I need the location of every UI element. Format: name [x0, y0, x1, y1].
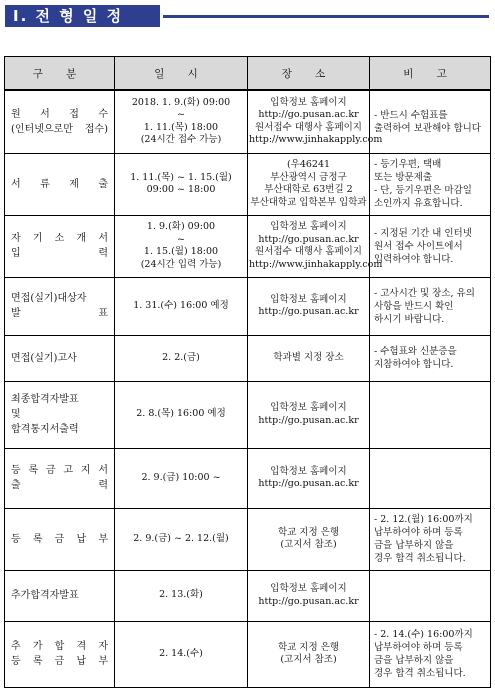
table-row: [5, 215, 491, 277]
header-rule: [163, 15, 489, 18]
header-datetime: 일 시: [115, 57, 248, 91]
row-note: [370, 570, 491, 621]
schedule-table: [4, 56, 491, 688]
table-row: [5, 381, 491, 448]
row-note: - 2. 14.(수) 16:00까지 납부하여야 하며 등록 금을 납부하지 않을 경우 합격 취소됩니다.: [370, 621, 491, 687]
row-datetime: 1. 11.(목) ~ 1. 15.(월) 09:00 ~ 18:00: [115, 153, 248, 215]
header-category: 구 분: [5, 57, 115, 91]
row-place: 입학정보 홈페이지 http://go.pusan.ac.kr: [248, 277, 370, 335]
row-note: - 수험표와 신분증을 지참하여야 합니다.: [370, 335, 491, 381]
table-row: [5, 90, 491, 153]
row-category: 서 류 제 출: [5, 153, 115, 215]
row-place: 학교 지정 은행 (고지서 참조): [248, 621, 370, 687]
row-category: 등 록 금 납 부: [5, 508, 115, 570]
row-place: (우46241 부산광역시 금정구 부산대학로 63번길 2 부산대학교 입학본부 입학과: [248, 153, 370, 215]
section-title: Ⅰ. 전 형 일 정: [5, 5, 160, 27]
row-category: 원 서 접 수 (인터넷으로만 접수): [5, 90, 115, 153]
table-row: [5, 277, 491, 335]
row-category: 최종합격자발표 및 합격통지서출력: [5, 381, 115, 448]
row-category: 자 기 소 개 서 입 력: [5, 215, 115, 277]
row-datetime: 2. 9.(금) ~ 2. 12.(월): [115, 508, 248, 570]
row-note: - 고사시간 및 장소, 유의 사항을 반드시 확인 하시기 바랍니다.: [370, 277, 491, 335]
row-datetime: 2. 14.(수): [115, 621, 248, 687]
row-datetime: 2. 13.(화): [115, 570, 248, 621]
row-note: - 2. 12.(월) 16:00까지 납부하여야 하며 등록 금을 납부하지 않을 경우 합격 취소됩니다.: [370, 508, 491, 570]
row-category: 면접(실기)대상자 발 표: [5, 277, 115, 335]
table-row: [5, 448, 491, 508]
row-category: 등 록 금 고 지 서 출 력: [5, 448, 115, 508]
row-place: 학과별 지정 장소: [248, 335, 370, 381]
table-header-row: [5, 57, 491, 91]
row-datetime: 2018. 1. 9.(화) 09:00 ~ 1. 11.(목) 18:00 (24시간 접수 가능): [115, 90, 248, 153]
row-category: 면접(실기)고사: [5, 335, 115, 381]
row-place: 입학정보 홈페이지 http://go.pusan.ac.kr: [248, 448, 370, 508]
row-note: - 등기우편, 택배 또는 방문제출 - 단, 등기우편은 마감일 소인까지 유효합니다.: [370, 153, 491, 215]
row-note: [370, 448, 491, 508]
row-datetime: 1. 9.(화) 09:00 ~ 1. 15.(월) 18:00 (24시간 입력 가능): [115, 215, 248, 277]
table-row: [5, 570, 491, 621]
header-place: 장 소: [248, 57, 370, 91]
row-place: 학교 지정 은행 (고지서 참조): [248, 508, 370, 570]
table-row: [5, 621, 491, 687]
row-place: 입학정보 홈페이지 http://go.pusan.ac.kr: [248, 570, 370, 621]
row-note: - 지정된 기간 내 인터넷 원서 접수 사이트에서 입력하여야 합니다.: [370, 215, 491, 277]
row-category: 추 가 합 격 자 등 록 금 납 부: [5, 621, 115, 687]
table-row: [5, 153, 491, 215]
header-note: 비 고: [370, 57, 491, 91]
table-row: [5, 508, 491, 570]
row-place: 입학정보 홈페이지 http://go.pusan.ac.kr 원서접수 대행사 홈페이지 http://www.jinhakapply.com: [248, 215, 370, 277]
row-datetime: 1. 31.(수) 16:00 예정: [115, 277, 248, 335]
row-category: 추가합격자발표: [5, 570, 115, 621]
row-datetime: 2. 9.(금) 10:00 ~: [115, 448, 248, 508]
row-note: - 반드시 수험표를 출력하여 보관해야 합니다: [370, 90, 491, 153]
row-note: [370, 381, 491, 448]
row-place: 입학정보 홈페이지 http://go.pusan.ac.kr 원서접수 대행사 홈페이지 http://www.jinhakapply.com: [248, 90, 370, 153]
row-datetime: 2. 2.(금): [115, 335, 248, 381]
table-row: [5, 335, 491, 381]
row-datetime: 2. 8.(목) 16:00 예정: [115, 381, 248, 448]
row-place: 입학정보 홈페이지 http://go.pusan.ac.kr: [248, 381, 370, 448]
